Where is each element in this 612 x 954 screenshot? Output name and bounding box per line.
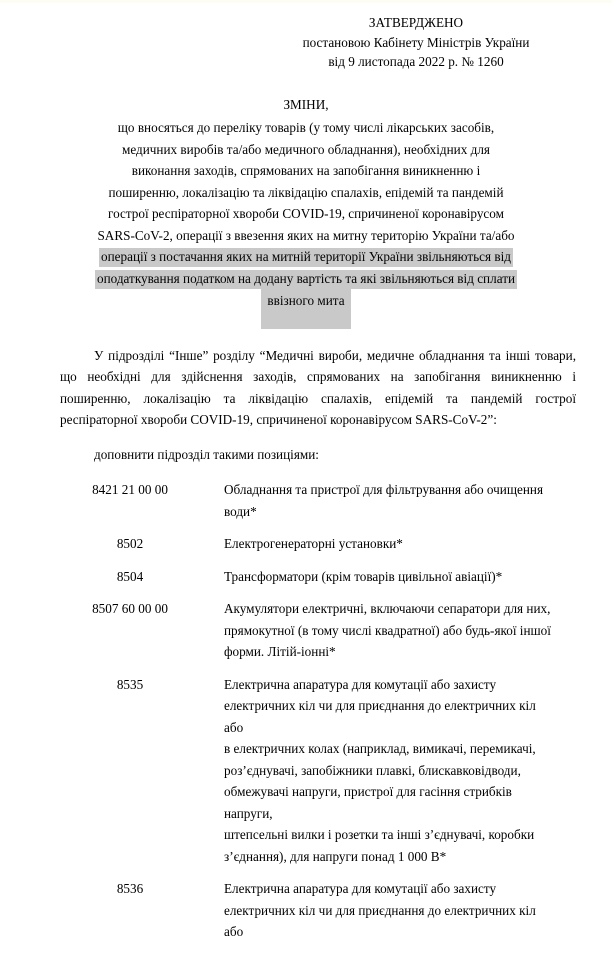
intro-line-highlighted [38, 246, 574, 268]
intro-line: що вносяться до переліку товарів (у тому числі лікарських засобів, [117, 120, 495, 136]
document-title-block [28, 94, 584, 116]
intro-line: медичних виробів та/або медичного обладнання), необхідних для [122, 141, 490, 157]
desc-line: форми. Літій-іонні* [224, 644, 336, 660]
desc-line: Електрична апаратура для комутації або захисту [224, 676, 497, 692]
desc-line: Акумулятори електричні, включаючи сепаратори для них, [224, 601, 551, 617]
approval-block [256, 0, 576, 72]
item-code: 8535 [116, 676, 144, 692]
highlight-block: ввізного мита [261, 289, 350, 329]
table-row [28, 479, 584, 533]
desc-line: обмежувачі напруги, пристрої для гасіння стрибків напруги, [224, 784, 512, 821]
intro-line: виконання заходів, спрямованих на запобігання виникненню і [131, 163, 481, 179]
desc-line: електричних кіл чи для приєднання до електричних кіл або [224, 698, 536, 735]
desc-line: штепсельні вилки і розетки та інші з’єднувачі, коробки [224, 827, 535, 843]
intro-line: поширенню, локалізацію та ліквідацію спалахів, епідемій та пандемій [108, 184, 504, 200]
intro-paragraph [28, 117, 584, 329]
highlight-span: операції з постачання яких на митній території України звільняються від [99, 248, 513, 267]
desc-line: Обладнання та пристрої для фільтрування або очищення [224, 482, 544, 498]
desc-line: в електричних колах (наприклад, вимикачі, перемикачі, [224, 741, 536, 757]
item-description [204, 533, 584, 566]
item-description [204, 878, 584, 954]
desc-line: Трансформатори (крім товарів цивільної авіації)* [224, 568, 503, 584]
page-top-edge [0, 0, 612, 3]
item-code: 8504 [116, 568, 144, 584]
intro-line-highlighted-last [38, 289, 574, 329]
desc-line: з’єднання), для напруги понад 1 000 В* [224, 848, 447, 864]
desc-line: прямокутної (в тому числі квадратної) або будь-якої іншої [224, 622, 551, 638]
desc-line: води* [224, 503, 257, 519]
desc-line: Електрична апаратура для комутації або захисту [224, 881, 497, 897]
item-code: 8421 21 00 00 [92, 482, 168, 498]
table-row [28, 533, 584, 566]
page-title: ЗМІНИ, [283, 96, 329, 112]
item-description [204, 479, 584, 533]
desc-line: електричних кіл чи для приєднання до електричних кіл або [224, 902, 536, 940]
item-code: 8536 [116, 881, 144, 897]
intro-line-highlighted [38, 268, 574, 290]
item-description [204, 598, 584, 674]
desc-line: роз’єднувачі, запобіжники плавкі, блискавковідводи, [224, 762, 521, 778]
section-paragraph: У підрозділі “Інше” розділу “Медичні вироби, медичне обладнання та інші товари, що необхідні для здійснення заходів, спрямованих на запобігання виникненню і поширенню, локалізацію та ліквідацію спалахів, епідемій та пандемій гострої респіраторної хвороби COVID-19, спричиненої коронавірусом SARS-CoV-2”: [60, 347, 576, 428]
intro-line: гострої респіраторної хвороби COVID-19, спричиненої коронавірусом [108, 206, 504, 222]
approval-line-3: від 9 листопада 2022 р. № 1260 [328, 54, 504, 70]
approval-line-1: ЗАТВЕРДЖЕНО [368, 15, 464, 30]
highlight-span: оподаткування податком на додану вартість та які звільняються від сплати [95, 270, 517, 289]
intro-line: SARS-CoV-2, операції з ввезення яких на митну територію України та/або [97, 227, 515, 243]
table-row [28, 566, 584, 599]
items-table [28, 479, 584, 954]
item-description [204, 674, 584, 879]
item-code: 8502 [116, 536, 144, 552]
table-row [28, 878, 584, 954]
desc-line: Електрогенераторні установки* [224, 536, 403, 552]
item-description [204, 566, 584, 599]
item-code: 8507 60 00 00 [92, 601, 168, 617]
table-row [28, 674, 584, 879]
approval-line-2: постановою Кабінету Міністрів України [302, 34, 530, 50]
instruction-paragraph: доповнити підрозділ такими позиціями: [94, 446, 319, 462]
table-row [28, 598, 584, 674]
